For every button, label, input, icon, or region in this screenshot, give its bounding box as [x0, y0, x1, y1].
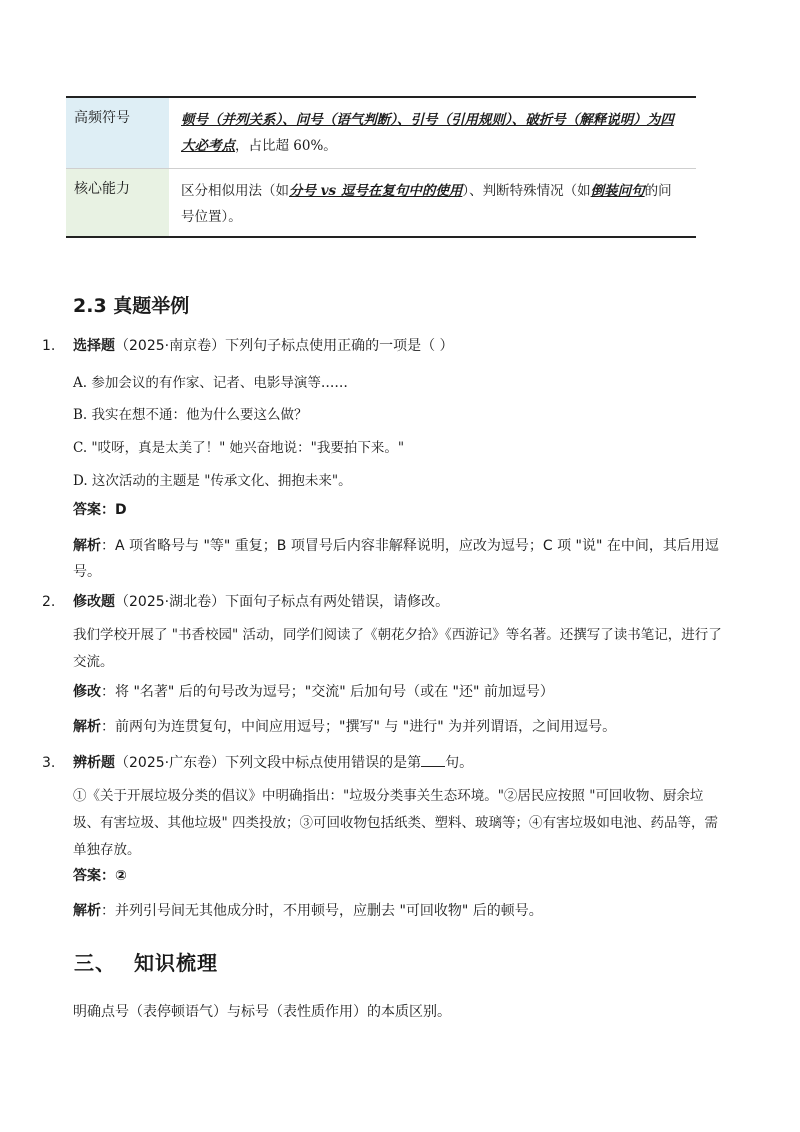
- quote-3: ①《关于开展垃圾分类的倡议》中明确指出："垃圾分类事关生态环境。"②居民应按照 "可回收物、厨余垃圾、有害垃圾、其他垃圾" 四类投放；③可回收物包括纸类、塑料、玻璃等；④有害垃圾如电池、药品等，需单独存放。: [73, 788, 718, 858]
- section-number: 三、: [74, 951, 116, 975]
- highlight-text: 顿号（并列关系）、问号（语气判断）、引号（引用规则）、破折号（解释说明）为四大必考点: [181, 112, 674, 154]
- question-1: [42, 335, 454, 355]
- fix-label: 修改: [73, 684, 101, 700]
- question-text: 句。: [445, 755, 474, 771]
- answer-1: [73, 497, 723, 523]
- analysis-text: ：前两句为连贯复句，中间应用逗号；"撰写" 与 "进行" 为并列谓语，之间用逗号。: [101, 719, 617, 735]
- analysis-label: 解析: [73, 903, 101, 919]
- section-title: 2.3 真题举例: [73, 295, 190, 317]
- question-text: 下面句子标点有两处错误，请修改。: [225, 594, 450, 610]
- table-row: [66, 98, 696, 169]
- question-type: 修改题: [73, 594, 115, 610]
- summary-text: 明确点号（表停顿语气）与标号（表性质作用）的本质区别。: [73, 1004, 451, 1020]
- row-text: 的问号位置）。: [181, 183, 672, 225]
- question-source: （2025·南京卷）: [115, 338, 226, 354]
- option-c: C. "哎呀，真是太美了！" 她兴奋地说："我要拍下来。": [73, 440, 405, 456]
- question-number: 3.: [42, 755, 56, 771]
- row-text: ，占比超 60%。: [235, 138, 337, 154]
- answer-label: 答案：: [73, 502, 115, 518]
- summary-table: [66, 96, 696, 238]
- answer-blank: [421, 752, 445, 767]
- row-content: [169, 169, 696, 236]
- answer-value: ②: [115, 868, 127, 884]
- row-text: 区分相似用法（如: [181, 183, 289, 199]
- question-number: 1.: [42, 338, 56, 354]
- analysis-text: ：A 项省略号与 "等" 重复；B 项冒号后内容非解释说明，应改为逗号；C 项 "说" 在中间，其后用逗号。: [73, 538, 719, 580]
- row-header: 高频符号: [66, 98, 169, 168]
- question-3: [42, 752, 473, 772]
- analysis-2: [73, 714, 723, 740]
- answer-value: D: [115, 502, 127, 518]
- question-text: 下列文段中标点使用错误的是第: [225, 755, 422, 771]
- question-text: 下列句子标点使用正确的一项是（ ）: [225, 338, 454, 354]
- analysis-label: 解析: [73, 719, 101, 735]
- analysis-label: 解析: [73, 538, 101, 554]
- section-heading: [74, 947, 218, 976]
- fix-text: ：将 "名著" 后的句号改为逗号；"交流" 后加句号（或在 "还" 前加逗号）: [101, 684, 554, 700]
- row-text: ）、判断特殊情况（如: [462, 183, 591, 199]
- highlight-text: 分号 vs 逗号在复句中的使用: [289, 183, 463, 199]
- question-2: [42, 591, 449, 611]
- question-type: 选择题: [73, 338, 115, 354]
- table-row: [66, 169, 696, 236]
- question-number: 2.: [42, 594, 56, 610]
- section-title: 知识梳理: [134, 951, 218, 975]
- row-header: 核心能力: [66, 169, 169, 236]
- analysis-text: ：并列引号间无其他成分时，不用顿号，应删去 "可回收物" 后的顿号。: [101, 903, 543, 919]
- option-b: B. 我实在想不通：他为什么要这么做？: [73, 407, 308, 423]
- answer-3: [73, 863, 723, 889]
- analysis-1: [73, 533, 723, 585]
- highlight-text: 倒装问句: [590, 183, 645, 199]
- quote-2: 我们学校开展了 "书香校园" 活动，同学们阅读了《朝花夕拾》《西游记》等名著。还撰写了读书笔记，进行了交流。: [73, 627, 722, 670]
- option-a: A. 参加会议的有作家、记者、电影导演等……: [73, 375, 348, 391]
- analysis-3: [73, 898, 723, 924]
- question-source: （2025·湖北卷）: [115, 594, 226, 610]
- fix-2: [73, 679, 723, 705]
- option-d: D. 这次活动的主题是 "传承文化、拥抱未来"。: [73, 473, 352, 489]
- question-type: 辨析题: [73, 755, 115, 771]
- question-source: （2025·广东卷）: [115, 755, 226, 771]
- answer-label: 答案：: [73, 868, 115, 884]
- row-content: [169, 98, 696, 168]
